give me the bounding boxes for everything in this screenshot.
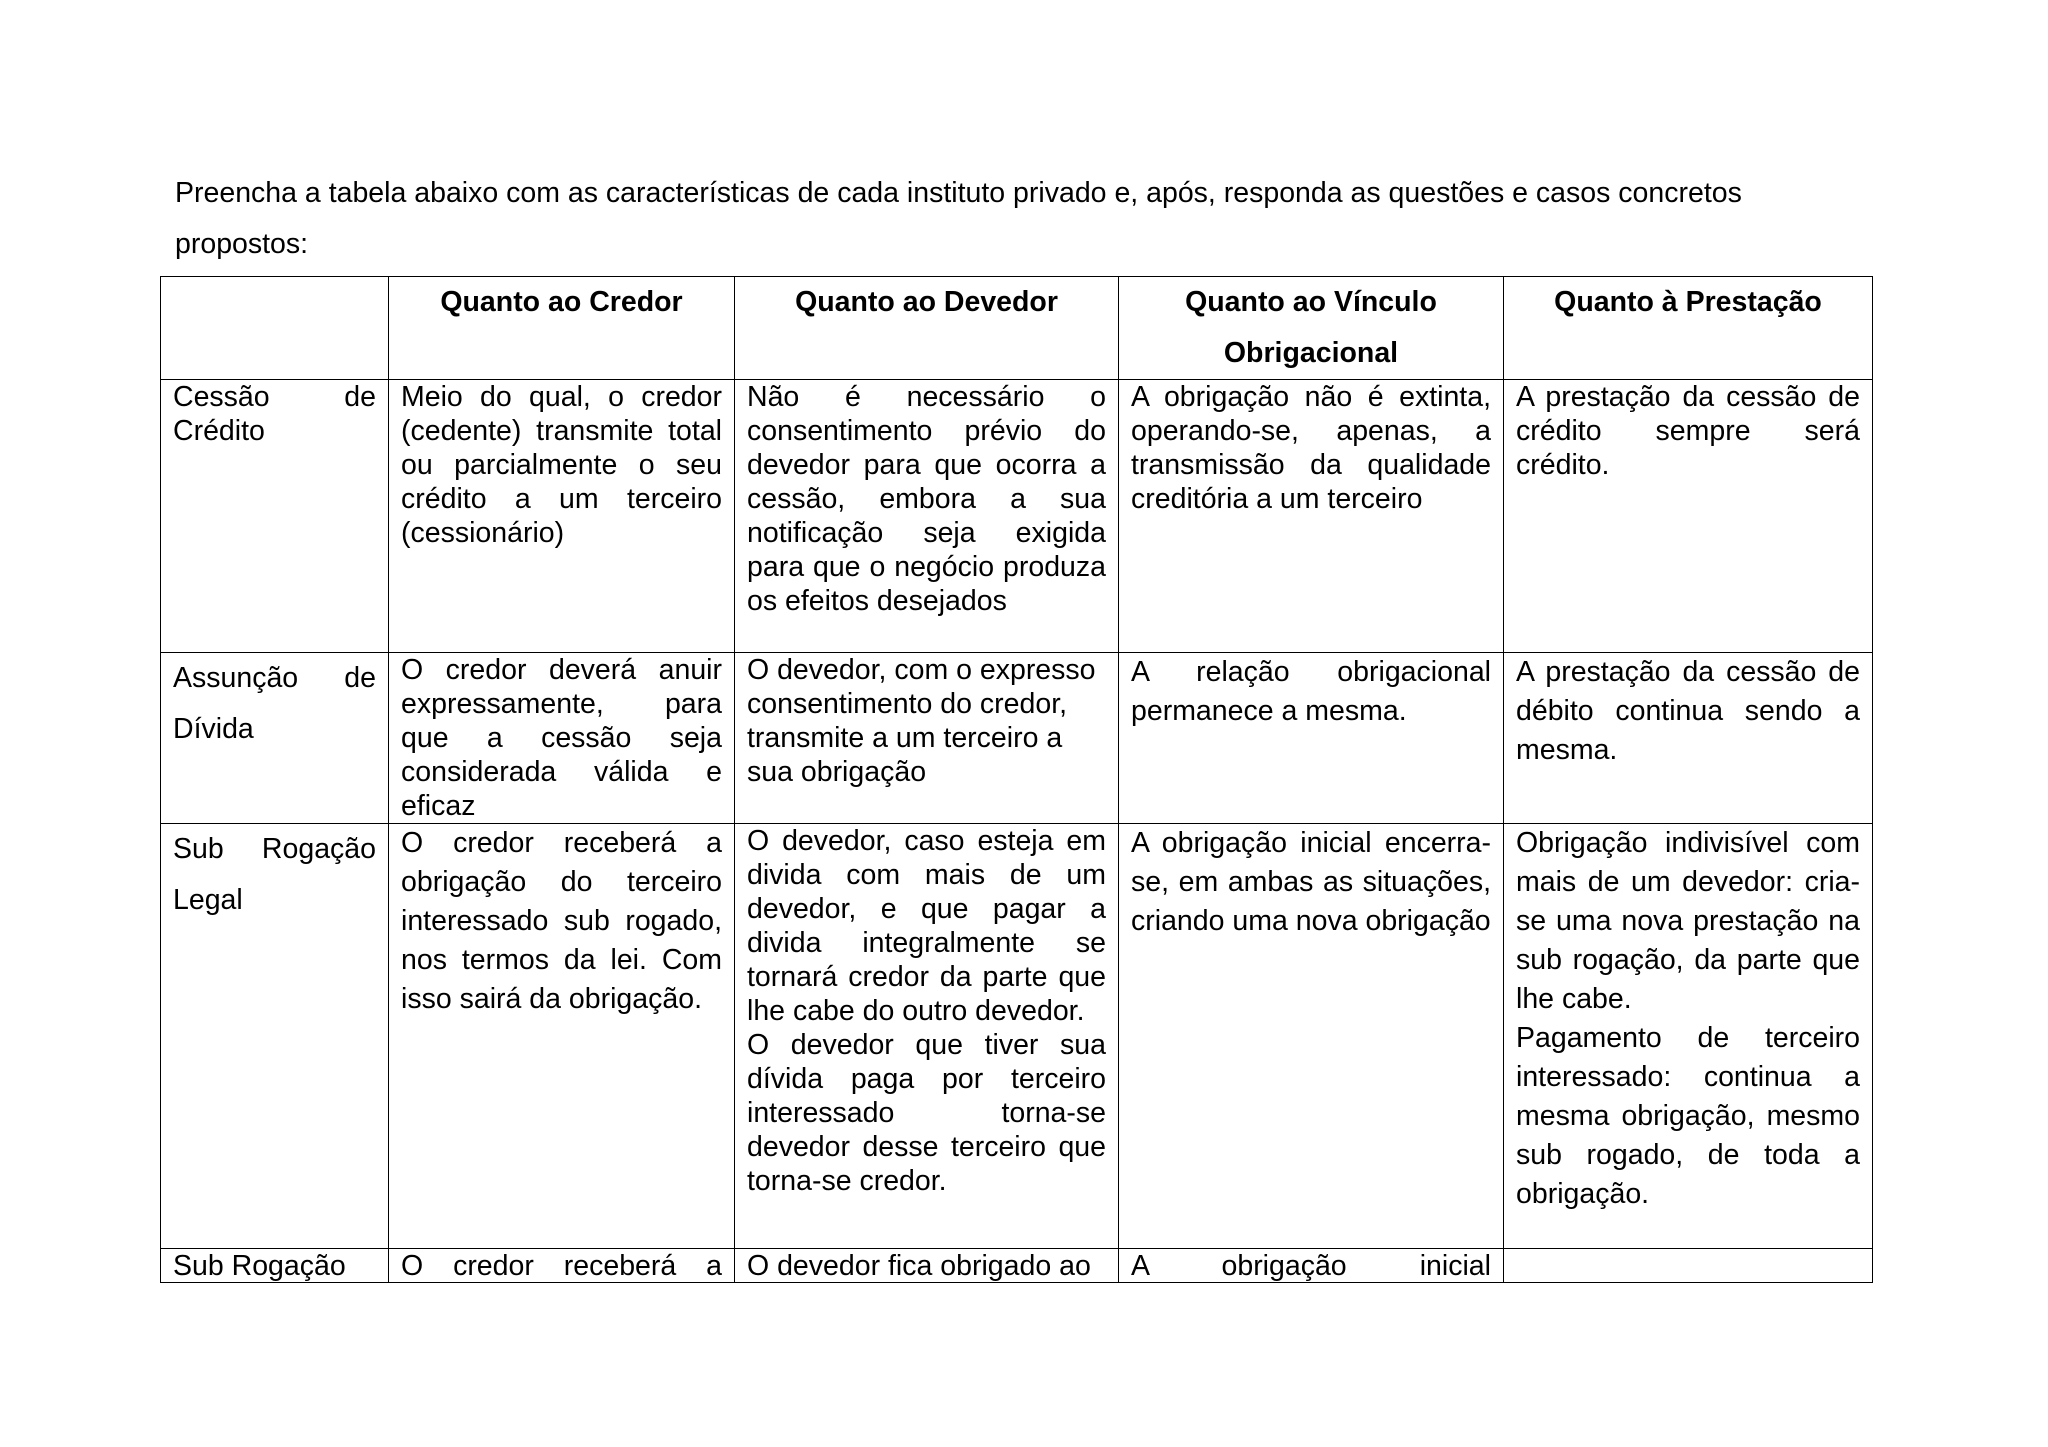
cell-devedor-part-2: O devedor que tiver sua dívida paga por terceiro interessado torna-se devedor desse terceiro que torna-se credor. — [747, 1029, 1106, 1197]
cell-vinculo-text: A obrigação inicial — [1131, 1250, 1491, 1282]
cell-devedor — [735, 824, 1119, 1249]
header-empty — [161, 277, 389, 380]
cell-devedor-part-1: O devedor, caso esteja em divida com mais de um devedor, e que pagar a divida integralmente se tornará credor da parte que lhe cabe do outro devedor. — [747, 825, 1106, 1027]
cell-credor-text: O credor receberá a — [401, 1250, 722, 1282]
table-row — [161, 380, 1873, 653]
cell-devedor — [735, 1249, 1119, 1283]
table-row — [161, 653, 1873, 824]
row-label-sub-rogacao — [161, 1249, 389, 1283]
cell-prestacao-part-1: Obrigação indivisível com mais de um devedor: cria-se uma nova prestação na sub rogação, da parte que lhe cabe. — [1516, 827, 1860, 1015]
cell-prestacao — [1504, 1249, 1873, 1283]
cell-credor: O credor receberá a obrigação do terceiro interessado sub rogado, nos termos da lei. Com isso sairá da obrigação. — [389, 824, 735, 1249]
row-label-sub-rogacao-legal: Sub Rogação Legal — [161, 824, 389, 1249]
institutes-table — [160, 276, 1873, 1283]
header-prestacao: Quanto à Prestação — [1504, 277, 1873, 380]
cell-prestacao: A prestação da cessão de crédito sempre será crédito. — [1504, 380, 1873, 653]
instructions-text: Preencha a tabela abaixo com as características de cada instituto privado e, após, responda as questões e casos concretos propostos: — [175, 177, 1742, 260]
cell-prestacao-part-2: Pagamento de terceiro interessado: continua a mesma obrigação, mesmo sub rogado, de toda a obrigação. — [1516, 1022, 1860, 1210]
cell-credor: O credor deverá anuir expressamente, para que a cessão seja considerada válida e eficaz — [389, 653, 735, 824]
cell-devedor: Não é necessário o consentimento prévio do devedor para que ocorra a cessão, embora a sua notificação seja exigida para que o negócio produza os efeitos desejados — [735, 380, 1119, 653]
cell-vinculo: A relação obrigacional permanece a mesma. — [1119, 653, 1504, 824]
row-label-text: Sub Rogação — [173, 1250, 346, 1282]
cell-prestacao — [1504, 824, 1873, 1249]
cell-devedor: O devedor, com o expresso consentimento do credor, transmite a um terceiro a sua obrigação — [735, 653, 1119, 824]
table-header-row — [161, 277, 1873, 380]
cell-devedor-text: O devedor fica obrigado ao — [747, 1250, 1091, 1282]
row-label-assuncao-divida: Assunção de Dívida — [161, 653, 389, 824]
cell-credor — [389, 1249, 735, 1283]
cell-credor: Meio do qual, o credor (cedente) transmite total ou parcialmente o seu crédito a um terceiro (cessionário) — [389, 380, 735, 653]
table-row — [161, 824, 1873, 1249]
cell-vinculo: A obrigação não é extinta, operando-se, apenas, a transmissão da qualidade creditória a um terceiro — [1119, 380, 1504, 653]
cell-vinculo: A obrigação inicial encerra-se, em ambas as situações, criando uma nova obrigação — [1119, 824, 1504, 1249]
row-label-cessao-credito: Cessão de Crédito — [161, 380, 389, 653]
header-vinculo: Quanto ao Vínculo Obrigacional — [1119, 277, 1504, 380]
header-credor: Quanto ao Credor — [389, 277, 735, 380]
table-row — [161, 1249, 1873, 1283]
cell-vinculo — [1119, 1249, 1504, 1283]
cell-prestacao: A prestação da cessão de débito continua sendo a mesma. — [1504, 653, 1873, 824]
header-devedor: Quanto ao Devedor — [735, 277, 1119, 380]
